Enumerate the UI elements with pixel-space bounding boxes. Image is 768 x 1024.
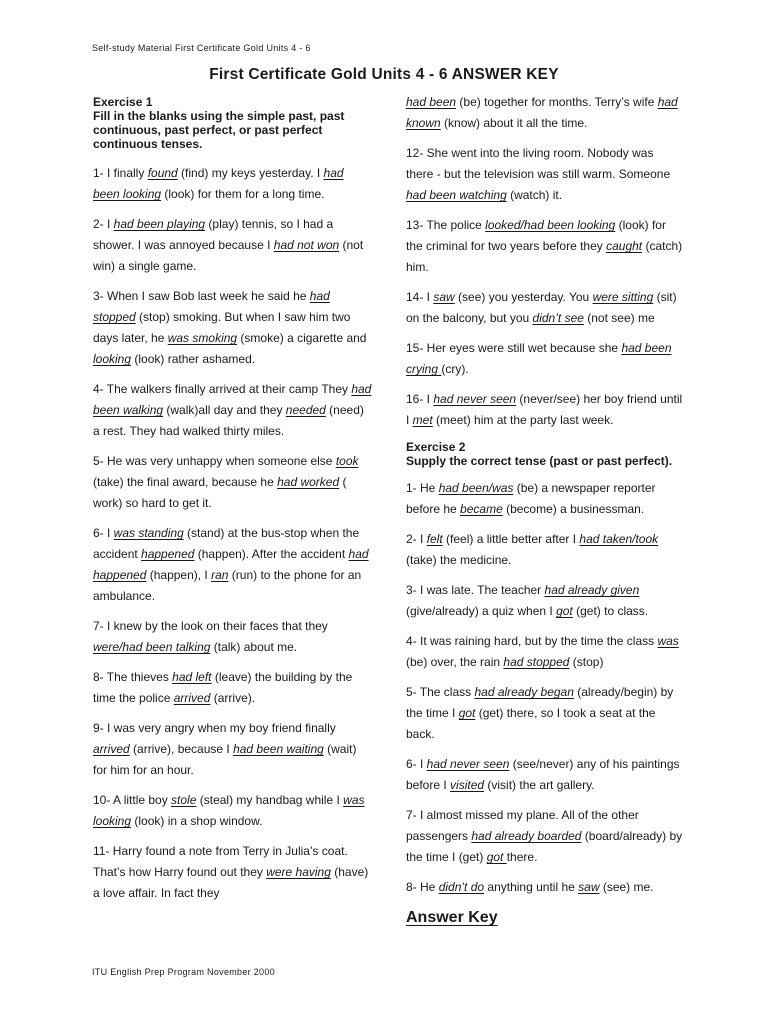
question-text: (have) a love affair. In fact they xyxy=(93,865,369,900)
answer-text: had been looking xyxy=(93,166,344,201)
answer-text: became xyxy=(460,502,503,516)
question-text: (walk)all day and they xyxy=(163,403,286,417)
question-item xyxy=(93,718,373,781)
answer-text: were sitting xyxy=(592,290,654,304)
question-text: (stop) xyxy=(569,655,604,669)
answer-text: was standing xyxy=(113,526,184,540)
question-text: (happen), I xyxy=(146,568,212,582)
question-text: 3- I was late. The teacher xyxy=(406,583,545,597)
question-item xyxy=(406,92,684,134)
answer-text: had stopped xyxy=(93,289,330,324)
question-text: (sit) on the balcony, but you xyxy=(406,290,677,325)
exercise-2-instructions: Supply the correct tense (past or past perfect). xyxy=(406,454,673,468)
question-text: (stand) at the bus-stop when the accident xyxy=(93,526,360,561)
question-item xyxy=(406,631,684,673)
question-text: (smoke) a cigarette and xyxy=(237,331,367,345)
question-text: 3- When I saw Bob last week he said he xyxy=(93,289,310,303)
question-text: (visit) the art gallery. xyxy=(484,778,595,792)
question-text: 11- Harry found a note from Terry in Julia’s coat. That’s how Harry found out they xyxy=(93,844,348,879)
question-item xyxy=(93,286,373,370)
question-text: 2- I xyxy=(406,532,427,546)
answer-text: needed xyxy=(285,403,326,417)
question-text: (see) me. xyxy=(599,880,654,894)
question-item xyxy=(406,805,684,868)
question-text: 4- The walkers finally arrived at their camp They xyxy=(93,382,352,396)
answer-text: had stopped xyxy=(503,655,570,669)
question-text: 6- I xyxy=(406,757,427,771)
question-text: 1- I finally xyxy=(93,166,148,180)
question-text: (not win) a single game. xyxy=(93,238,364,273)
answer-text: were having xyxy=(266,865,331,879)
answer-text: met xyxy=(412,413,433,427)
question-text: (look) for the criminal for two years before they xyxy=(406,218,666,253)
answer-text: found xyxy=(147,166,178,180)
question-text: (give/already) a quiz when I xyxy=(406,604,557,618)
question-text: (know) about it all the time. xyxy=(440,116,588,130)
question-item xyxy=(93,379,373,442)
answer-text: saw xyxy=(433,290,455,304)
question-text: 7- I almost missed my plane. All of the other passengers xyxy=(406,808,639,843)
question-item xyxy=(93,523,373,607)
question-item xyxy=(406,877,684,898)
question-text: (look) for them for a long time. xyxy=(161,187,325,201)
question-text: (stop) smoking. But when I saw him two days later, he xyxy=(93,310,351,345)
answer-text: had been watching xyxy=(406,188,507,202)
question-text: (play) tennis, so I had a shower. I was annoyed because I xyxy=(93,217,334,252)
question-text: 13- The police xyxy=(406,218,486,232)
answer-text: had already began xyxy=(474,685,574,699)
exercise-1-title: Exercise 1 xyxy=(93,95,153,109)
answer-text: had already boarded xyxy=(471,829,582,843)
question-text: (catch) him. xyxy=(406,239,683,274)
question-text: 5- The class xyxy=(406,685,475,699)
answer-text: were/had been talking xyxy=(93,640,211,654)
page-footer: ITU English Prep Program November 2000 xyxy=(92,967,275,977)
question-text: 4- It was raining hard, but by the time the class xyxy=(406,634,658,648)
question-item xyxy=(406,754,684,796)
exercise-1-continued-items xyxy=(406,92,684,431)
left-column xyxy=(93,95,373,913)
question-text: 7- I knew by the look on their faces that they xyxy=(93,619,328,633)
question-text: (find) my keys yesterday. I xyxy=(177,166,324,180)
question-text: there. xyxy=(506,850,538,864)
question-text: (happen). After the accident xyxy=(194,547,349,561)
right-column xyxy=(406,92,684,929)
question-text: (meet) him at the party last week. xyxy=(432,413,614,427)
question-text: (be) over, the rain xyxy=(406,655,504,669)
question-text: (board/already) by the time I (get) xyxy=(406,829,683,864)
question-text: (talk) about me. xyxy=(210,640,298,654)
question-text: (leave) the building by the time the police xyxy=(93,670,353,705)
question-text: 9- I was very angry when my boy friend finally xyxy=(93,721,336,735)
question-text: (see) you yesterday. You xyxy=(454,290,593,304)
question-text: 12- She went into the living room. Nobody was there - but the television was still warm. Someone xyxy=(406,146,671,181)
question-item xyxy=(406,338,684,380)
exercise-1-items xyxy=(93,163,373,904)
question-item xyxy=(93,214,373,277)
answer-text: had already given xyxy=(544,583,640,597)
answer-text: looked/had been looking xyxy=(485,218,616,232)
answer-text: had not won xyxy=(273,238,340,252)
question-text: 1- He xyxy=(406,481,439,495)
answer-text: got xyxy=(556,604,573,618)
exercise-2-title: Exercise 2 xyxy=(406,440,466,454)
question-text: (not see) me xyxy=(583,311,655,325)
answer-text: had been/was xyxy=(438,481,514,495)
page-title: First Certificate Gold Units 4 - 6 ANSWER KEY xyxy=(209,66,559,83)
question-text: (arrive), because I xyxy=(129,742,234,756)
question-text: (be) a newspaper reporter before he xyxy=(406,481,656,516)
answer-text: saw xyxy=(578,880,600,894)
question-item xyxy=(406,580,684,622)
answer-key-label: Answer Key xyxy=(406,909,498,926)
question-text: (already/begin) by the time I xyxy=(406,685,674,720)
question-item xyxy=(93,841,373,904)
question-item xyxy=(406,478,684,520)
answer-text: caught xyxy=(606,239,643,253)
question-text: (cry). xyxy=(441,362,469,376)
question-text: (look) rather ashamed. xyxy=(131,352,256,366)
question-text: (watch) it. xyxy=(506,188,563,202)
question-text: (arrive). xyxy=(210,691,256,705)
question-text: 16- I xyxy=(406,392,434,406)
question-item xyxy=(93,616,373,658)
question-item xyxy=(93,451,373,514)
question-text: (get) there, so I took a seat at the back. xyxy=(406,706,656,741)
answer-text: visited xyxy=(450,778,485,792)
question-item xyxy=(406,529,684,571)
answer-text: was xyxy=(657,634,679,648)
answer-text: felt xyxy=(426,532,443,546)
answer-text: took xyxy=(335,454,359,468)
question-text: (need) a rest. They had walked thirty miles. xyxy=(93,403,364,438)
question-text: 6- I xyxy=(93,526,114,540)
answer-text: had been waiting xyxy=(233,742,324,756)
answer-text: stole xyxy=(171,793,197,807)
answer-text: arrived xyxy=(173,691,211,705)
answer-text: had never seen xyxy=(426,757,510,771)
question-text: (never/see) her boy friend until I xyxy=(406,392,683,427)
question-text: (get) to class. xyxy=(572,604,649,618)
question-text: 2- I xyxy=(93,217,114,231)
answer-text: had worked xyxy=(277,475,340,489)
answer-text: didn’t see xyxy=(532,311,584,325)
question-text: (take) the medicine. xyxy=(406,553,512,567)
answer-text: had been crying xyxy=(406,341,672,376)
question-text: (be) together for months. Terry’s wife xyxy=(456,95,658,109)
answer-text: had been xyxy=(406,95,457,109)
answer-text: had left xyxy=(172,670,212,684)
question-text: (see/never) any of his paintings before I xyxy=(406,757,680,792)
question-text: ( work) so hard to get it. xyxy=(93,475,347,510)
question-text: (run) to the phone for an ambulance. xyxy=(93,568,362,603)
question-text: (feel) a little better after I xyxy=(442,532,580,546)
question-item xyxy=(406,287,684,329)
question-text: (become) a businessman. xyxy=(502,502,645,516)
question-text: 8- He xyxy=(406,880,439,894)
question-text: (wait) for him for an hour. xyxy=(93,742,357,777)
answer-text: happened xyxy=(141,547,195,561)
question-text: 10- A little boy xyxy=(93,793,172,807)
page-header: Self-study Material First Certificate Gold Units 4 - 6 xyxy=(92,43,311,53)
question-item xyxy=(406,143,684,206)
question-text: (look) in a shop window. xyxy=(131,814,263,828)
answer-text: didn’t do xyxy=(438,880,485,894)
question-text: anything until he xyxy=(484,880,579,894)
answer-text: looking xyxy=(93,352,132,366)
question-text: 8- The thieves xyxy=(93,670,173,684)
answer-text: had known xyxy=(406,95,678,130)
answer-text: ran xyxy=(211,568,229,582)
question-item xyxy=(93,667,373,709)
question-item xyxy=(406,682,684,745)
question-item xyxy=(93,163,373,205)
answer-text: had happened xyxy=(93,547,369,582)
answer-text: got xyxy=(486,850,507,864)
exercise-1-instructions: Fill in the blanks using the simple past, past continuous, past perfect, or past perfect continuous tenses. xyxy=(93,109,345,151)
question-item xyxy=(93,790,373,832)
answer-text: arrived xyxy=(93,742,130,756)
question-text: 5- He was very unhappy when someone else xyxy=(93,454,336,468)
question-text: 15- Her eyes were still wet because she xyxy=(406,341,622,355)
question-text: (take) the final award, because he xyxy=(93,475,278,489)
answer-text: had been playing xyxy=(113,217,206,231)
question-text: (steal) my handbag while I xyxy=(196,793,344,807)
answer-text: had never seen xyxy=(433,392,517,406)
question-item xyxy=(406,215,684,278)
question-item xyxy=(406,389,684,431)
answer-text: was smoking xyxy=(167,331,238,345)
exercise-2-items xyxy=(406,478,684,898)
answer-text: had been walking xyxy=(93,382,372,417)
answer-text: had taken/took xyxy=(579,532,659,546)
question-text: 14- I xyxy=(406,290,434,304)
answer-text: was looking xyxy=(93,793,365,828)
answer-text: got xyxy=(458,706,476,720)
